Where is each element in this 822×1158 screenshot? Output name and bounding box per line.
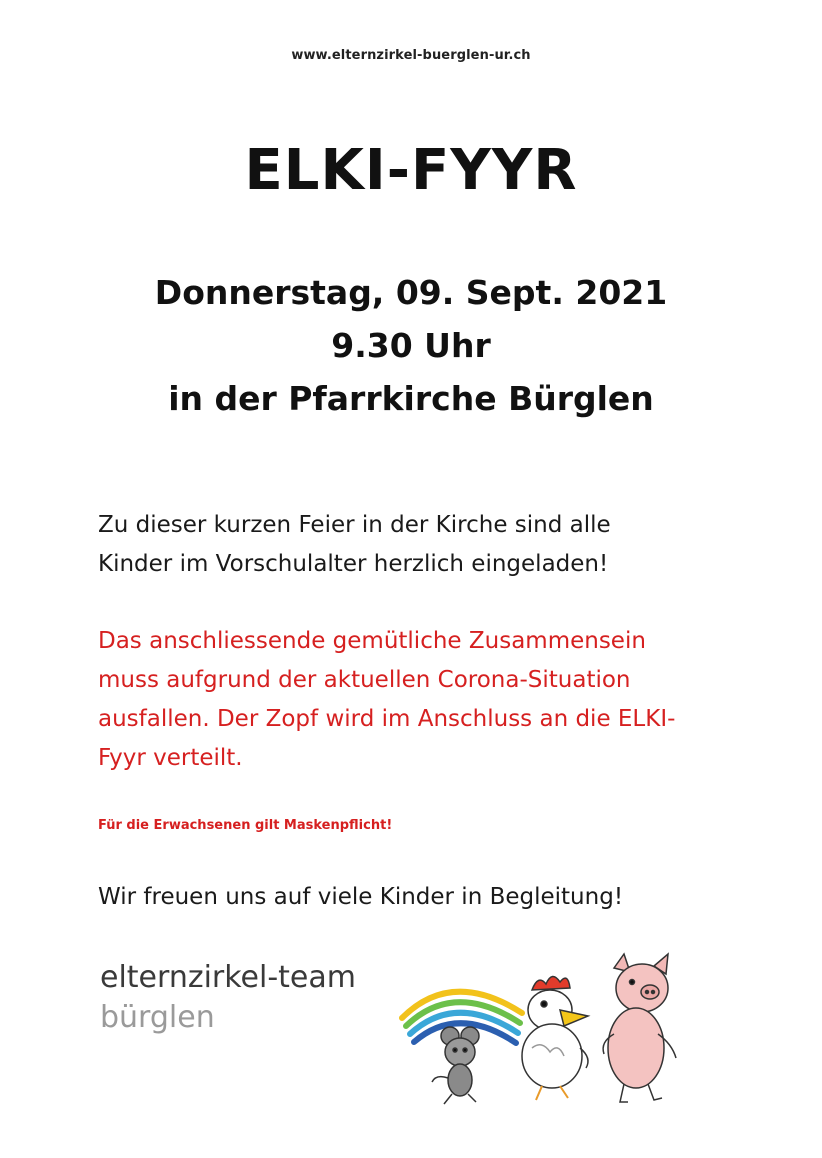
event-details — [0, 266, 822, 425]
notice-line-2: muss aufgrund der aktuellen Corona-Situation — [98, 667, 631, 693]
logo-line-2: bürglen — [100, 1000, 215, 1035]
team-logo — [100, 958, 356, 1038]
invitation-text — [98, 506, 738, 584]
notice-line-1: Das anschliessende gemütliche Zusammensein — [98, 628, 646, 654]
website-url: www.elternzirkel-buerglen-ur.ch — [291, 48, 531, 63]
mask-note: Für die Erwachsenen gilt Maskenpflicht! — [98, 818, 393, 833]
animals-illustration — [392, 948, 702, 1108]
event-location: in der Pfarrkirche Bürglen — [168, 379, 654, 418]
invitation-line-1: Zu dieser kurzen Feier in der Kirche sind alle — [98, 512, 611, 538]
notice-line-3: ausfallen. Der Zopf wird im Anschluss an die ELKI- — [98, 706, 676, 732]
rooster-icon — [522, 976, 588, 1100]
notice-line-4: Fyyr verteilt. — [98, 745, 243, 771]
welcome-text: Wir freuen uns auf viele Kinder in Begleitung! — [98, 884, 624, 910]
event-time: 9.30 Uhr — [331, 326, 491, 365]
mouse-icon — [432, 1027, 479, 1104]
invitation-line-2: Kinder im Vorschulalter herzlich eingeladen! — [98, 551, 609, 577]
corona-notice — [98, 622, 738, 778]
logo-line-1: elternzirkel-team — [100, 960, 356, 995]
page-title: ELKI-FYYR — [244, 138, 578, 203]
event-date: Donnerstag, 09. Sept. 2021 — [154, 273, 668, 312]
pig-icon — [603, 954, 676, 1102]
